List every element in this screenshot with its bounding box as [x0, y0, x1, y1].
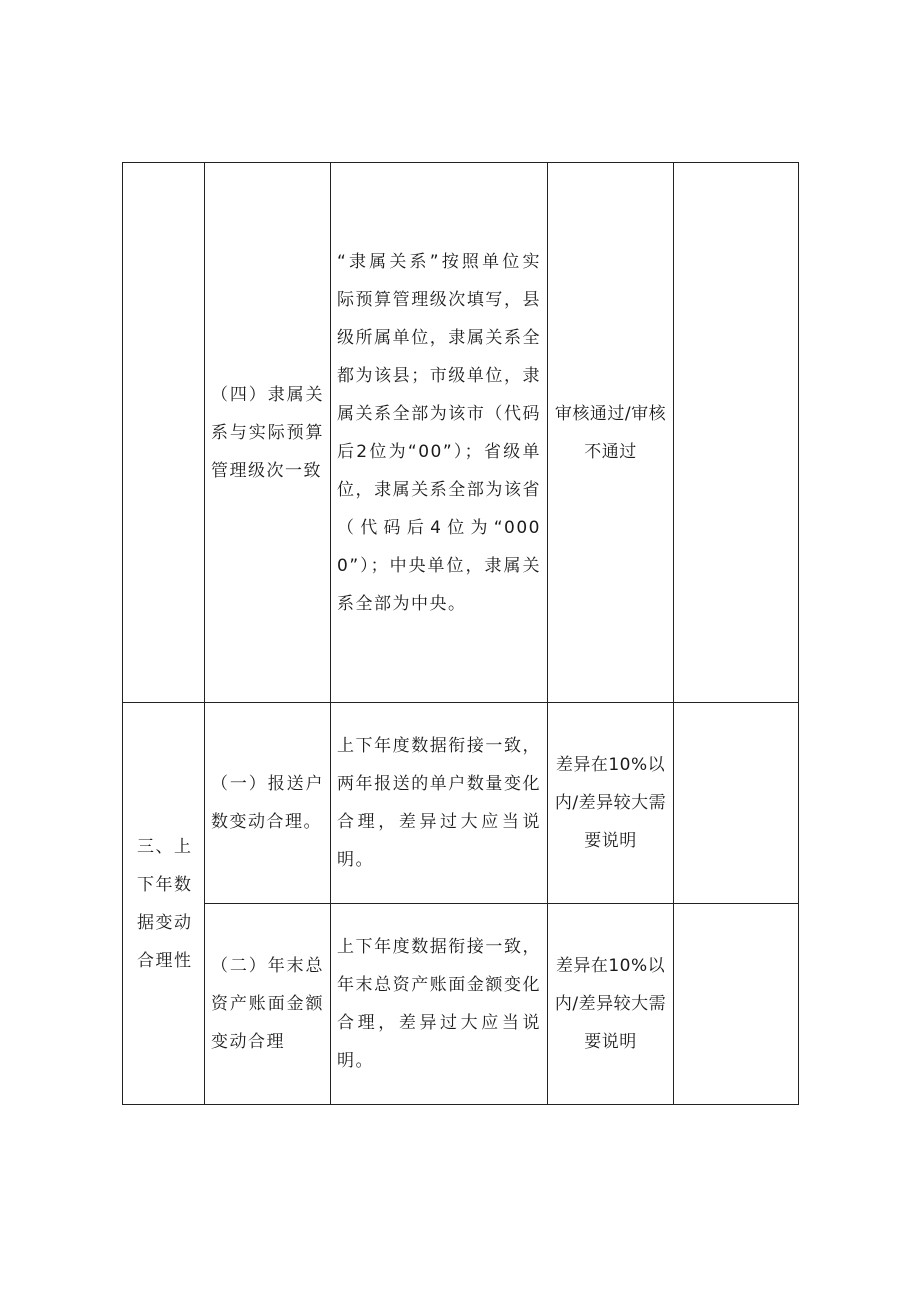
audit-criteria-table — [122, 162, 799, 1105]
item-cell: （二）年末总资产账面金额变动合理 — [205, 904, 331, 1105]
table-row — [123, 703, 799, 904]
description-cell: “隶属关系”按照单位实际预算管理级次填写，县级所属单位，隶属关系全都为该县；市级单位，隶属关系全部为该市（代码后2位为“00”）；省级单位，隶属关系全部为该省（代码后4位为“0000”）；中央单位，隶属关系全部为中央。 — [331, 163, 548, 703]
description-cell: 上下年度数据衔接一致，年末总资产账面金额变化合理，差异过大应当说明。 — [331, 904, 548, 1105]
section-cell: 三、上下年数据变动合理性 — [123, 703, 205, 1105]
result-cell: 审核通过/审核不通过 — [548, 163, 674, 703]
remark-cell — [674, 703, 799, 904]
result-cell: 差异在10%以内/差异较大需要说明 — [548, 703, 674, 904]
table-row — [123, 904, 799, 1105]
remark-cell — [674, 904, 799, 1105]
description-cell: 上下年度数据衔接一致，两年报送的单户数量变化合理，差异过大应当说明。 — [331, 703, 548, 904]
table-row — [123, 163, 799, 703]
item-cell: （一）报送户数变动合理。 — [205, 703, 331, 904]
remark-cell — [674, 163, 799, 703]
item-cell: （四）隶属关系与实际预算管理级次一致 — [205, 163, 331, 703]
result-cell: 差异在10%以内/差异较大需要说明 — [548, 904, 674, 1105]
section-cell — [123, 163, 205, 703]
